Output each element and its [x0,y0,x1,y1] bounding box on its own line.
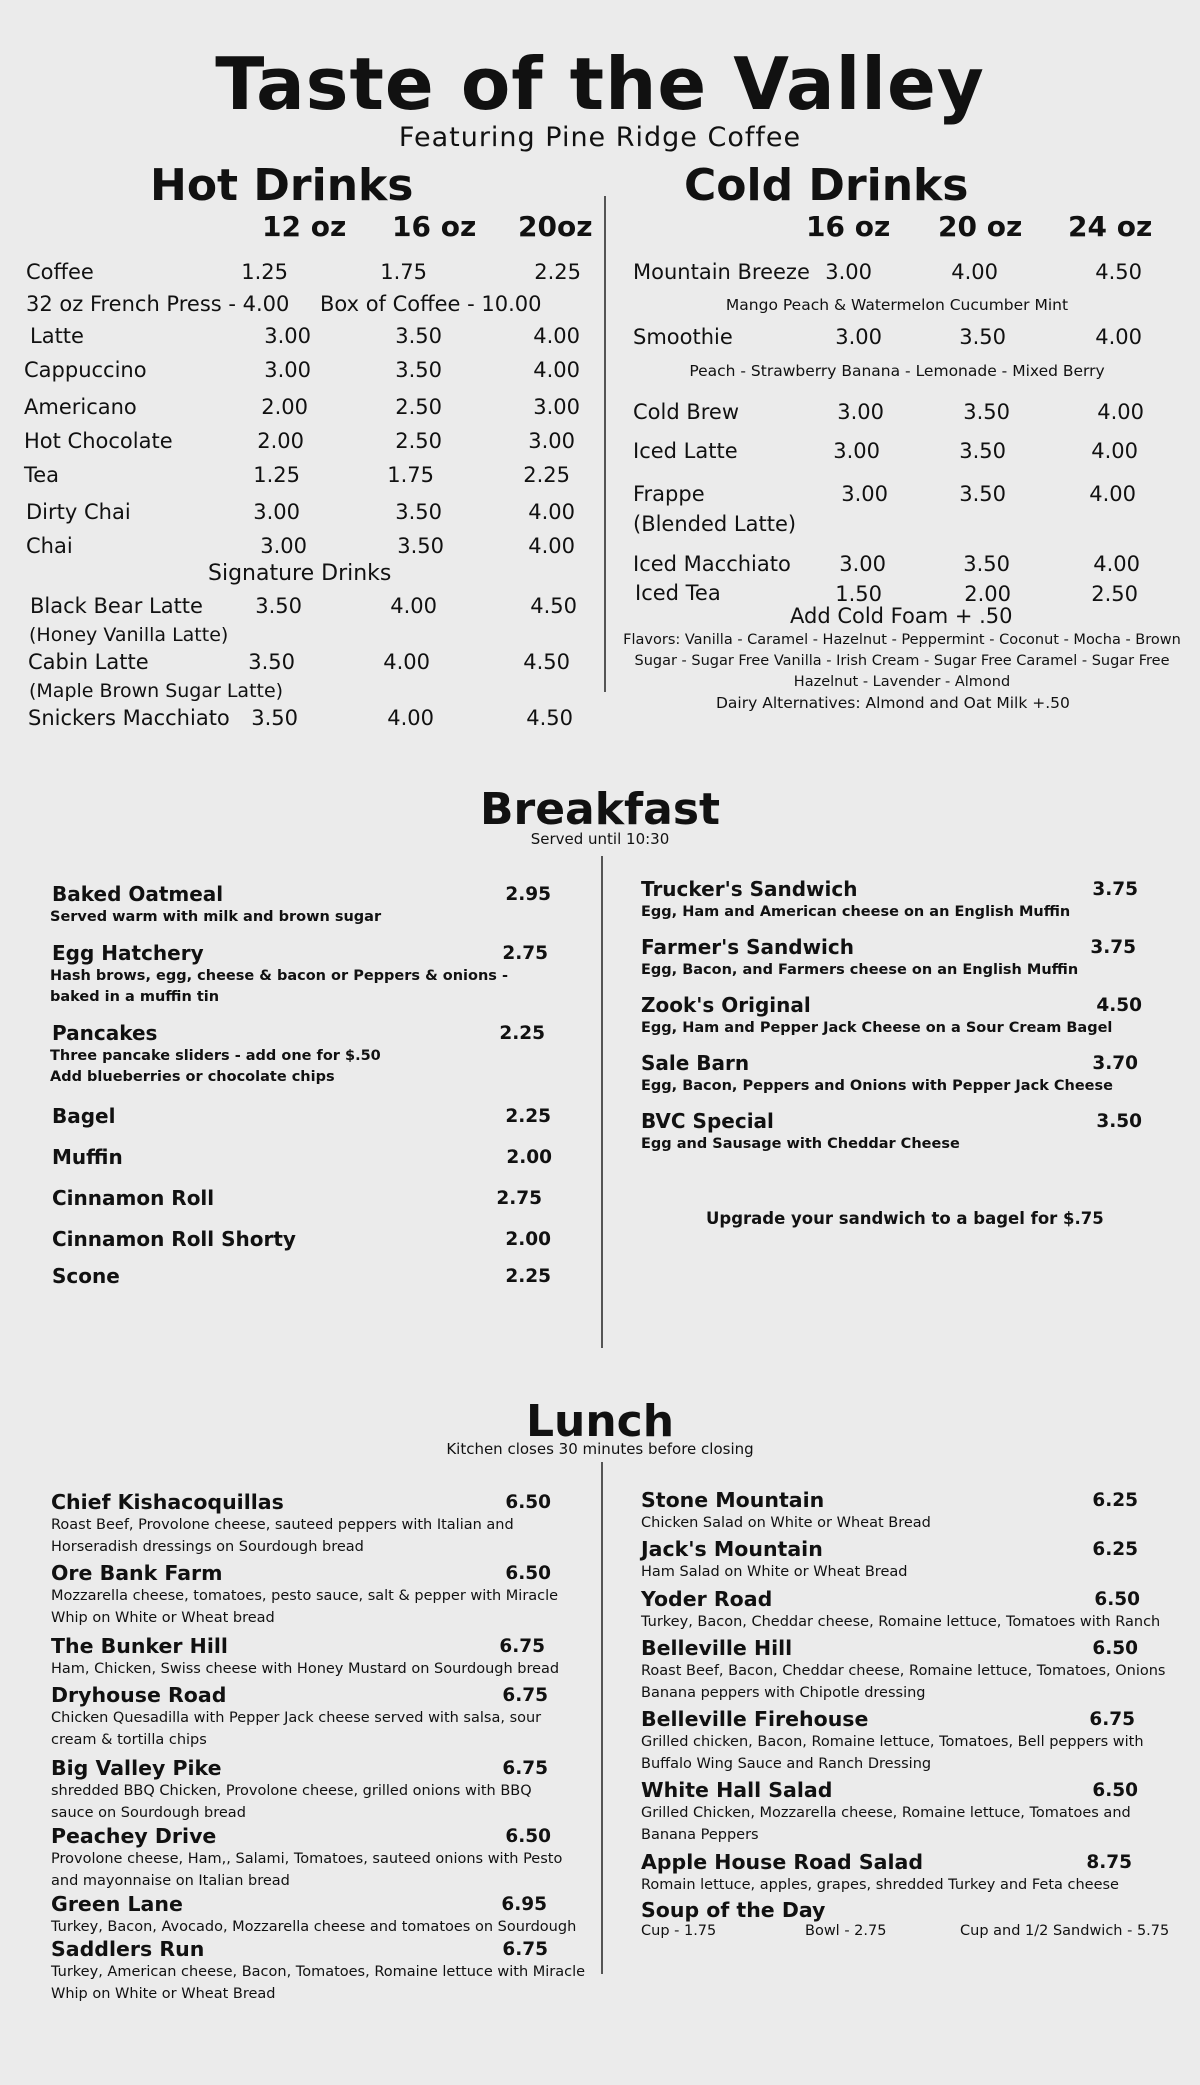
lunch-right-1-desc-0: Ham Salad on White or Wheat Bread [641,1564,908,1580]
hot-item-0-price-0: 3.00 [264,324,311,348]
lunch-right-4-desc-0: Grilled chicken, Bacon, Romaine lettuce, Tomatoes, Bell peppers with [641,1734,1144,1750]
hot-item-1-price-2: 4.00 [533,358,580,382]
breakfast-item-4-price: 2.00 [506,1147,552,1168]
soup-cup-price: Cup - 1.75 [641,1923,717,1939]
cold-brew-price-0: 3.00 [837,400,884,424]
lunch-left-6-price: 6.95 [501,1894,547,1915]
soup-combo-price: Cup and 1/2 Sandwich - 5.75 [960,1923,1170,1939]
lunch-right-3-desc-0: Roast Beef, Bacon, Cheddar cheese, Romaine lettuce, Tomatoes, Onions [641,1663,1166,1679]
breakfast-divider [601,856,603,1348]
iced-tea-price-0: 1.50 [835,582,882,606]
mountain-breeze-price-1: 4.00 [951,260,998,284]
lunch-right-3-desc-1: Banana peppers with Chipotle dressing [641,1685,926,1701]
hot-item-4-price-0: 1.25 [253,463,300,487]
breakfast-sandwich-4-name: BVC Special [641,1109,774,1133]
cold-size-16: 16 oz [806,210,891,243]
cold-size-20: 20 oz [938,210,1023,243]
lunch-right-1-name: Jack's Mountain [641,1537,823,1561]
breakfast-sandwich-0-name: Trucker's Sandwich [641,877,858,901]
lunch-right-5-desc-1: Banana Peppers [641,1827,759,1843]
breakfast-subtitle: Served until 10:30 [530,830,670,848]
lunch-right-3-price: 6.50 [1092,1638,1138,1659]
lunch-left-7-desc-1: Whip on White or Wheat Bread [51,1986,276,2002]
breakfast-sandwich-3-price: 3.70 [1092,1053,1138,1074]
soup-of-the-day-name: Soup of the Day [641,1898,826,1922]
signature-0-note: (Honey Vanilla Latte) [29,624,229,646]
hot-item-5-price-0: 3.00 [253,500,300,524]
hot-item-6-price-1: 3.50 [397,534,444,558]
breakfast-item-2-desc-1: Add blueberries or chocolate chips [50,1069,335,1085]
signature-1-price-0: 3.50 [248,650,295,674]
coffee-price-1: 1.75 [380,260,427,284]
cold-brew-price-1: 3.50 [963,400,1010,424]
lunch-right-0-name: Stone Mountain [641,1488,825,1512]
lunch-left-0-desc-0: Roast Beef, Provolone cheese, sauteed peppers with Italian and [51,1517,514,1533]
breakfast-item-1-desc-1: baked in a muffin tin [50,989,220,1005]
lunch-left-1-price: 6.50 [505,1563,551,1584]
hot-item-1-name: Cappuccino [24,358,147,382]
iced-latte-price-2: 4.00 [1091,439,1138,463]
iced-macchiato-name: Iced Macchiato [633,552,791,576]
signature-drinks-heading: Signature Drinks [208,561,392,586]
smoothie-price-0: 3.00 [835,325,882,349]
hot-item-0-price-2: 4.00 [533,324,580,348]
lunch-left-1-desc-0: Mozzarella cheese, tomatoes, pesto sauce, salt & pepper with Miracle [51,1588,559,1604]
signature-2-name: Snickers Macchiato [28,706,230,730]
flavors-line-1: Flavors: Vanilla - Caramel - Hazelnut - Peppermint - Coconut - Mocha - Brown [623,632,1181,648]
lunch-right-4-name: Belleville Firehouse [641,1707,869,1731]
iced-tea-name: Iced Tea [635,581,721,605]
lunch-left-0-price: 6.50 [505,1492,551,1513]
lunch-left-7-name: Saddlers Run [51,1937,205,1961]
breakfast-item-6-name: Cinnamon Roll Shorty [52,1227,296,1251]
flavors-line-3: Hazelnut - Lavender - Almond [793,674,1011,690]
breakfast-sandwich-3-name: Sale Barn [641,1051,750,1075]
iced-macchiato-price-0: 3.00 [839,552,886,576]
lunch-right-6-desc-0: Romain lettuce, apples, grapes, shredded Turkey and Feta cheese [641,1877,1119,1893]
lunch-left-5-price: 6.50 [505,1826,551,1847]
lunch-left-4-desc-1: sauce on Sourdough bread [51,1805,246,1821]
breakfast-item-7-price: 2.25 [505,1266,551,1287]
breakfast-sandwich-1-desc-0: Egg, Bacon, and Farmers cheese on an English Muffin [641,962,1079,978]
lunch-left-4-name: Big Valley Pike [51,1756,222,1780]
breakfast-item-2-name: Pancakes [52,1021,158,1045]
iced-macchiato-price-2: 4.00 [1093,552,1140,576]
smoothie-price-1: 3.50 [959,325,1006,349]
lunch-right-5-price: 6.50 [1092,1780,1138,1801]
dairy-alternatives-note: Dairy Alternatives: Almond and Oat Milk +.50 [716,694,1070,712]
lunch-left-3-desc-1: cream & tortilla chips [51,1732,207,1748]
hot-item-6-price-0: 3.00 [260,534,307,558]
lunch-left-3-price: 6.75 [502,1685,548,1706]
lunch-left-2-price: 6.75 [499,1636,545,1657]
lunch-right-3-name: Belleville Hill [641,1636,793,1660]
hot-item-2-price-2: 3.00 [533,395,580,419]
lunch-left-7-desc-0: Turkey, American cheese, Bacon, Tomatoes, Romaine lettuce with Miracle [51,1964,586,1980]
iced-tea-price-1: 2.00 [964,582,1011,606]
hot-item-4-name: Tea [24,463,60,487]
frappe-price-2: 4.00 [1089,482,1136,506]
breakfast-sandwich-2-desc-0: Egg, Ham and Pepper Jack Cheese on a Sour Cream Bagel [641,1020,1113,1036]
hot-size-12: 12 oz [262,210,347,243]
iced-tea-price-2: 2.50 [1091,582,1138,606]
cold-brew-name: Cold Brew [633,400,740,424]
hot-item-6-price-2: 4.00 [528,534,575,558]
hot-size-20: 20oz [518,210,593,243]
coffee-price-0: 1.25 [241,260,288,284]
hot-item-2-price-1: 2.50 [395,395,442,419]
hot-item-0-name: Latte [30,324,84,348]
cold-size-24: 24 oz [1068,210,1153,243]
breakfast-item-0-desc-0: Served warm with milk and brown sugar [50,909,382,925]
lunch-left-5-desc-0: Provolone cheese, Ham,, Salami, Tomatoes, sauteed onions with Pesto [51,1851,563,1867]
signature-2-price-0: 3.50 [251,706,298,730]
signature-1-name: Cabin Latte [28,650,149,674]
signature-1-price-2: 4.50 [523,650,570,674]
signature-2-price-2: 4.50 [526,706,573,730]
lunch-right-6-name: Apple House Road Salad [641,1850,924,1874]
lunch-left-4-price: 6.75 [502,1758,548,1779]
breakfast-sandwich-2-name: Zook's Original [641,993,811,1017]
lunch-subtitle: Kitchen closes 30 minutes before closing [446,1440,754,1458]
lunch-heading: Lunch [525,1396,675,1447]
cold-foam-note: Add Cold Foam + .50 [790,604,1013,628]
lunch-right-5-name: White Hall Salad [641,1778,833,1802]
iced-macchiato-price-1: 3.50 [963,552,1010,576]
signature-0-price-2: 4.50 [530,594,577,618]
hot-item-1-price-0: 3.00 [264,358,311,382]
iced-latte-name: Iced Latte [633,439,738,463]
frappe-price-1: 3.50 [959,482,1006,506]
smoothie-price-2: 4.00 [1095,325,1142,349]
menu-subtitle: Featuring Pine Ridge Coffee [398,122,802,153]
cold-drinks-heading: Cold Drinks [684,160,969,211]
hot-item-1-price-1: 3.50 [395,358,442,382]
lunch-left-6-desc-0: Turkey, Bacon, Avocado, Mozzarella cheese and tomatoes on Sourdough [51,1919,577,1935]
hot-item-3-price-1: 2.50 [395,429,442,453]
breakfast-item-2-price: 2.25 [499,1023,545,1044]
signature-0-price-1: 4.00 [390,594,437,618]
french-press-price: 32 oz French Press - 4.00 [26,292,290,316]
hot-item-5-price-2: 4.00 [528,500,575,524]
mountain-breeze-flavors: Mango Peach & Watermelon Cucumber Mint [725,296,1069,314]
coffee-price-2: 2.25 [534,260,581,284]
lunch-left-3-desc-0: Chicken Quesadilla with Pepper Jack cheese served with salsa, sour [51,1710,542,1726]
lunch-left-6-name: Green Lane [51,1892,183,1916]
lunch-left-2-name: The Bunker Hill [51,1634,228,1658]
mountain-breeze-price-0: 3.00 [825,260,872,284]
lunch-left-4-desc-0: shredded BBQ Chicken, Provolone cheese, grilled onions with BBQ [51,1783,532,1799]
iced-latte-price-0: 3.00 [833,439,880,463]
breakfast-item-7-name: Scone [52,1264,120,1288]
mountain-breeze-price-2: 4.50 [1095,260,1142,284]
lunch-left-2-desc-0: Ham, Chicken, Swiss cheese with Honey Mustard on Sourdough bread [51,1661,560,1677]
breakfast-item-3-name: Bagel [52,1104,116,1128]
frappe-subname: (Blended Latte) [633,512,797,536]
signature-1-note: (Maple Brown Sugar Latte) [29,680,284,702]
signature-0-price-0: 3.50 [255,594,302,618]
breakfast-item-1-price: 2.75 [502,943,548,964]
hot-item-3-name: Hot Chocolate [24,429,173,453]
breakfast-sandwich-3-desc-0: Egg, Bacon, Peppers and Onions with Pepper Jack Cheese [641,1078,1113,1094]
hot-item-3-price-0: 2.00 [257,429,304,453]
hot-item-0-price-1: 3.50 [395,324,442,348]
hot-item-2-price-0: 2.00 [261,395,308,419]
hot-item-6-name: Chai [26,534,73,558]
lunch-left-5-name: Peachey Drive [51,1824,217,1848]
lunch-left-0-desc-1: Horseradish dressings on Sourdough bread [51,1539,364,1555]
soup-bowl-price: Bowl - 2.75 [805,1923,887,1939]
iced-latte-price-1: 3.50 [959,439,1006,463]
coffee-name: Coffee [26,260,94,284]
breakfast-sandwich-0-desc-0: Egg, Ham and American cheese on an English Muffin [641,904,1071,920]
breakfast-sandwich-2-price: 4.50 [1096,995,1142,1016]
breakfast-item-2-desc-0: Three pancake sliders - add one for $.50 [50,1048,381,1064]
breakfast-item-3-price: 2.25 [505,1106,551,1127]
breakfast-item-1-name: Egg Hatchery [52,941,204,965]
lunch-right-2-name: Yoder Road [641,1587,773,1611]
hot-item-5-price-1: 3.50 [395,500,442,524]
breakfast-sandwich-4-price: 3.50 [1096,1111,1142,1132]
breakfast-sandwich-1-name: Farmer's Sandwich [641,935,854,959]
hot-item-4-price-1: 1.75 [387,463,434,487]
lunch-left-7-price: 6.75 [502,1939,548,1960]
frappe-price-0: 3.00 [841,482,888,506]
bagel-upgrade-note: Upgrade your sandwich to a bagel for $.75 [706,1209,1104,1228]
breakfast-item-5-price: 2.75 [496,1188,542,1209]
hot-item-4-price-2: 2.25 [523,463,570,487]
breakfast-item-5-name: Cinnamon Roll [52,1186,215,1210]
lunch-left-3-name: Dryhouse Road [51,1683,227,1707]
breakfast-sandwich-0-price: 3.75 [1092,879,1138,900]
lunch-left-0-name: Chief Kishacoquillas [51,1490,284,1514]
lunch-right-6-price: 8.75 [1086,1852,1132,1873]
breakfast-item-1-desc-0: Hash brows, egg, cheese & bacon or Peppers & onions - [50,968,509,984]
lunch-left-1-desc-1: Whip on White or Wheat bread [51,1610,275,1626]
lunch-left-1-name: Ore Bank Farm [51,1561,223,1585]
lunch-right-1-price: 6.25 [1092,1539,1138,1560]
breakfast-sandwich-1-price: 3.75 [1090,937,1136,958]
hot-size-16: 16 oz [392,210,477,243]
breakfast-sandwich-4-desc-0: Egg and Sausage with Cheddar Cheese [641,1136,960,1152]
lunch-right-4-desc-1: Buffalo Wing Sauce and Ranch Dressing [641,1756,932,1772]
signature-2-price-1: 4.00 [387,706,434,730]
lunch-divider [601,1462,603,1974]
cold-brew-price-2: 4.00 [1097,400,1144,424]
frappe-name: Frappe [633,482,705,506]
lunch-right-0-price: 6.25 [1092,1490,1138,1511]
breakfast-item-0-price: 2.95 [505,884,551,905]
flavors-line-2: Sugar - Sugar Free Vanilla - Irish Cream - Sugar Free Caramel - Sugar Free [634,653,1170,669]
breakfast-item-6-price: 2.00 [505,1229,551,1250]
breakfast-item-0-name: Baked Oatmeal [52,882,224,906]
signature-1-price-1: 4.00 [383,650,430,674]
smoothie-name: Smoothie [633,325,733,349]
signature-0-name: Black Bear Latte [30,594,203,618]
breakfast-heading: Breakfast [479,784,721,835]
breakfast-item-4-name: Muffin [52,1145,123,1169]
lunch-right-4-price: 6.75 [1089,1709,1135,1730]
hot-item-5-name: Dirty Chai [26,500,131,524]
lunch-right-2-desc-0: Turkey, Bacon, Cheddar cheese, Romaine lettuce, Tomatoes with Ranch [641,1614,1161,1630]
lunch-right-5-desc-0: Grilled Chicken, Mozzarella cheese, Romaine lettuce, Tomatoes and [641,1805,1131,1821]
drinks-divider [604,196,606,692]
box-of-coffee-price: Box of Coffee - 10.00 [320,292,542,316]
menu-title: Taste of the Valley [215,42,985,126]
hot-drinks-heading: Hot Drinks [150,160,414,211]
lunch-right-2-price: 6.50 [1094,1589,1140,1610]
mountain-breeze-name: Mountain Breeze [633,260,810,284]
smoothie-flavors: Peach - Strawberry Banana - Lemonade - Mixed Berry [689,362,1105,380]
hot-item-2-name: Americano [24,395,137,419]
lunch-left-5-desc-1: and mayonnaise on Italian bread [51,1873,290,1889]
lunch-right-0-desc-0: Chicken Salad on White or Wheat Bread [641,1515,931,1531]
hot-item-3-price-2: 3.00 [528,429,575,453]
